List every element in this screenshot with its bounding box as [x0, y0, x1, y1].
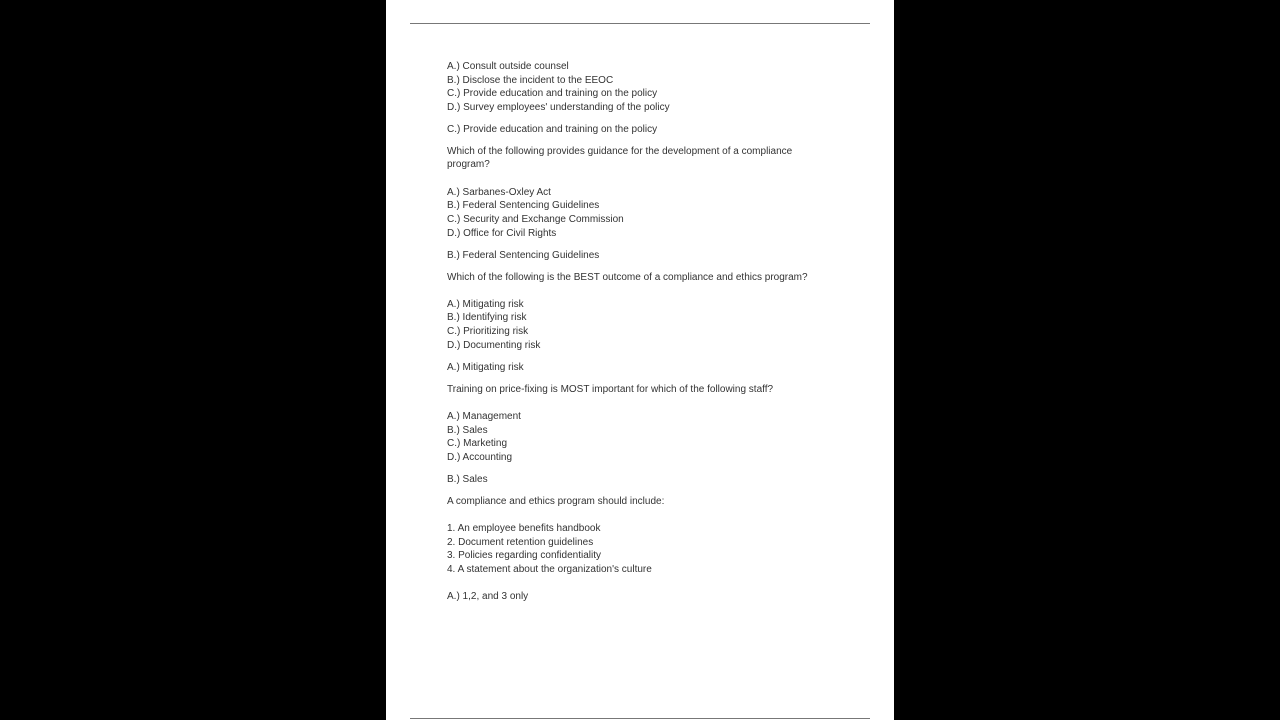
answer-text: B.) Federal Sentencing Guidelines [447, 250, 600, 261]
option-item: B.) Sales [447, 425, 488, 436]
answer-text: B.) Sales [447, 474, 488, 485]
option-item: D.) Accounting [447, 452, 513, 463]
option-item: D.) Office for Civil Rights [447, 228, 557, 239]
option-item: C.) Marketing [447, 438, 508, 449]
question-text: Which of the following is the BEST outcome of a compliance and ethics program? [447, 272, 808, 283]
answer-text: A.) 1,2, and 3 only [447, 591, 529, 602]
question-text: Training on price-fixing is MOST important for which of the following staff? [447, 384, 774, 395]
answer-text: A.) Mitigating risk [447, 362, 524, 373]
question-text: A compliance and ethics program should include: [447, 496, 665, 507]
option-item: A.) Mitigating risk [447, 299, 524, 310]
question-text: Which of the following provides guidance for the development of a compliance [447, 146, 793, 157]
option-item: B.) Disclose the incident to the EEOC [447, 75, 614, 86]
option-item: A.) Sarbanes-Oxley Act [447, 187, 551, 198]
option-item: 4. A statement about the organization's culture [447, 564, 652, 575]
option-item: D.) Documenting risk [447, 340, 541, 351]
option-item: C.) Provide education and training on the policy [447, 88, 658, 99]
document-page [386, 0, 894, 720]
option-item: D.) Survey employees' understanding of the policy [447, 102, 670, 113]
option-item: B.) Federal Sentencing Guidelines [447, 200, 600, 211]
option-item: A.) Management [447, 411, 521, 422]
option-item: 2. Document retention guidelines [447, 537, 594, 548]
question-text: program? [447, 159, 490, 170]
footer-rule [410, 718, 870, 719]
header-rule [410, 23, 870, 24]
answer-text: C.) Provide education and training on the policy [447, 124, 658, 135]
option-item: 3. Policies regarding confidentiality [447, 550, 601, 561]
option-item: 1. An employee benefits handbook [447, 523, 601, 534]
option-item: C.) Prioritizing risk [447, 326, 529, 337]
option-item: B.) Identifying risk [447, 312, 527, 323]
option-item: A.) Consult outside counsel [447, 61, 569, 72]
option-item: C.) Security and Exchange Commission [447, 214, 624, 225]
